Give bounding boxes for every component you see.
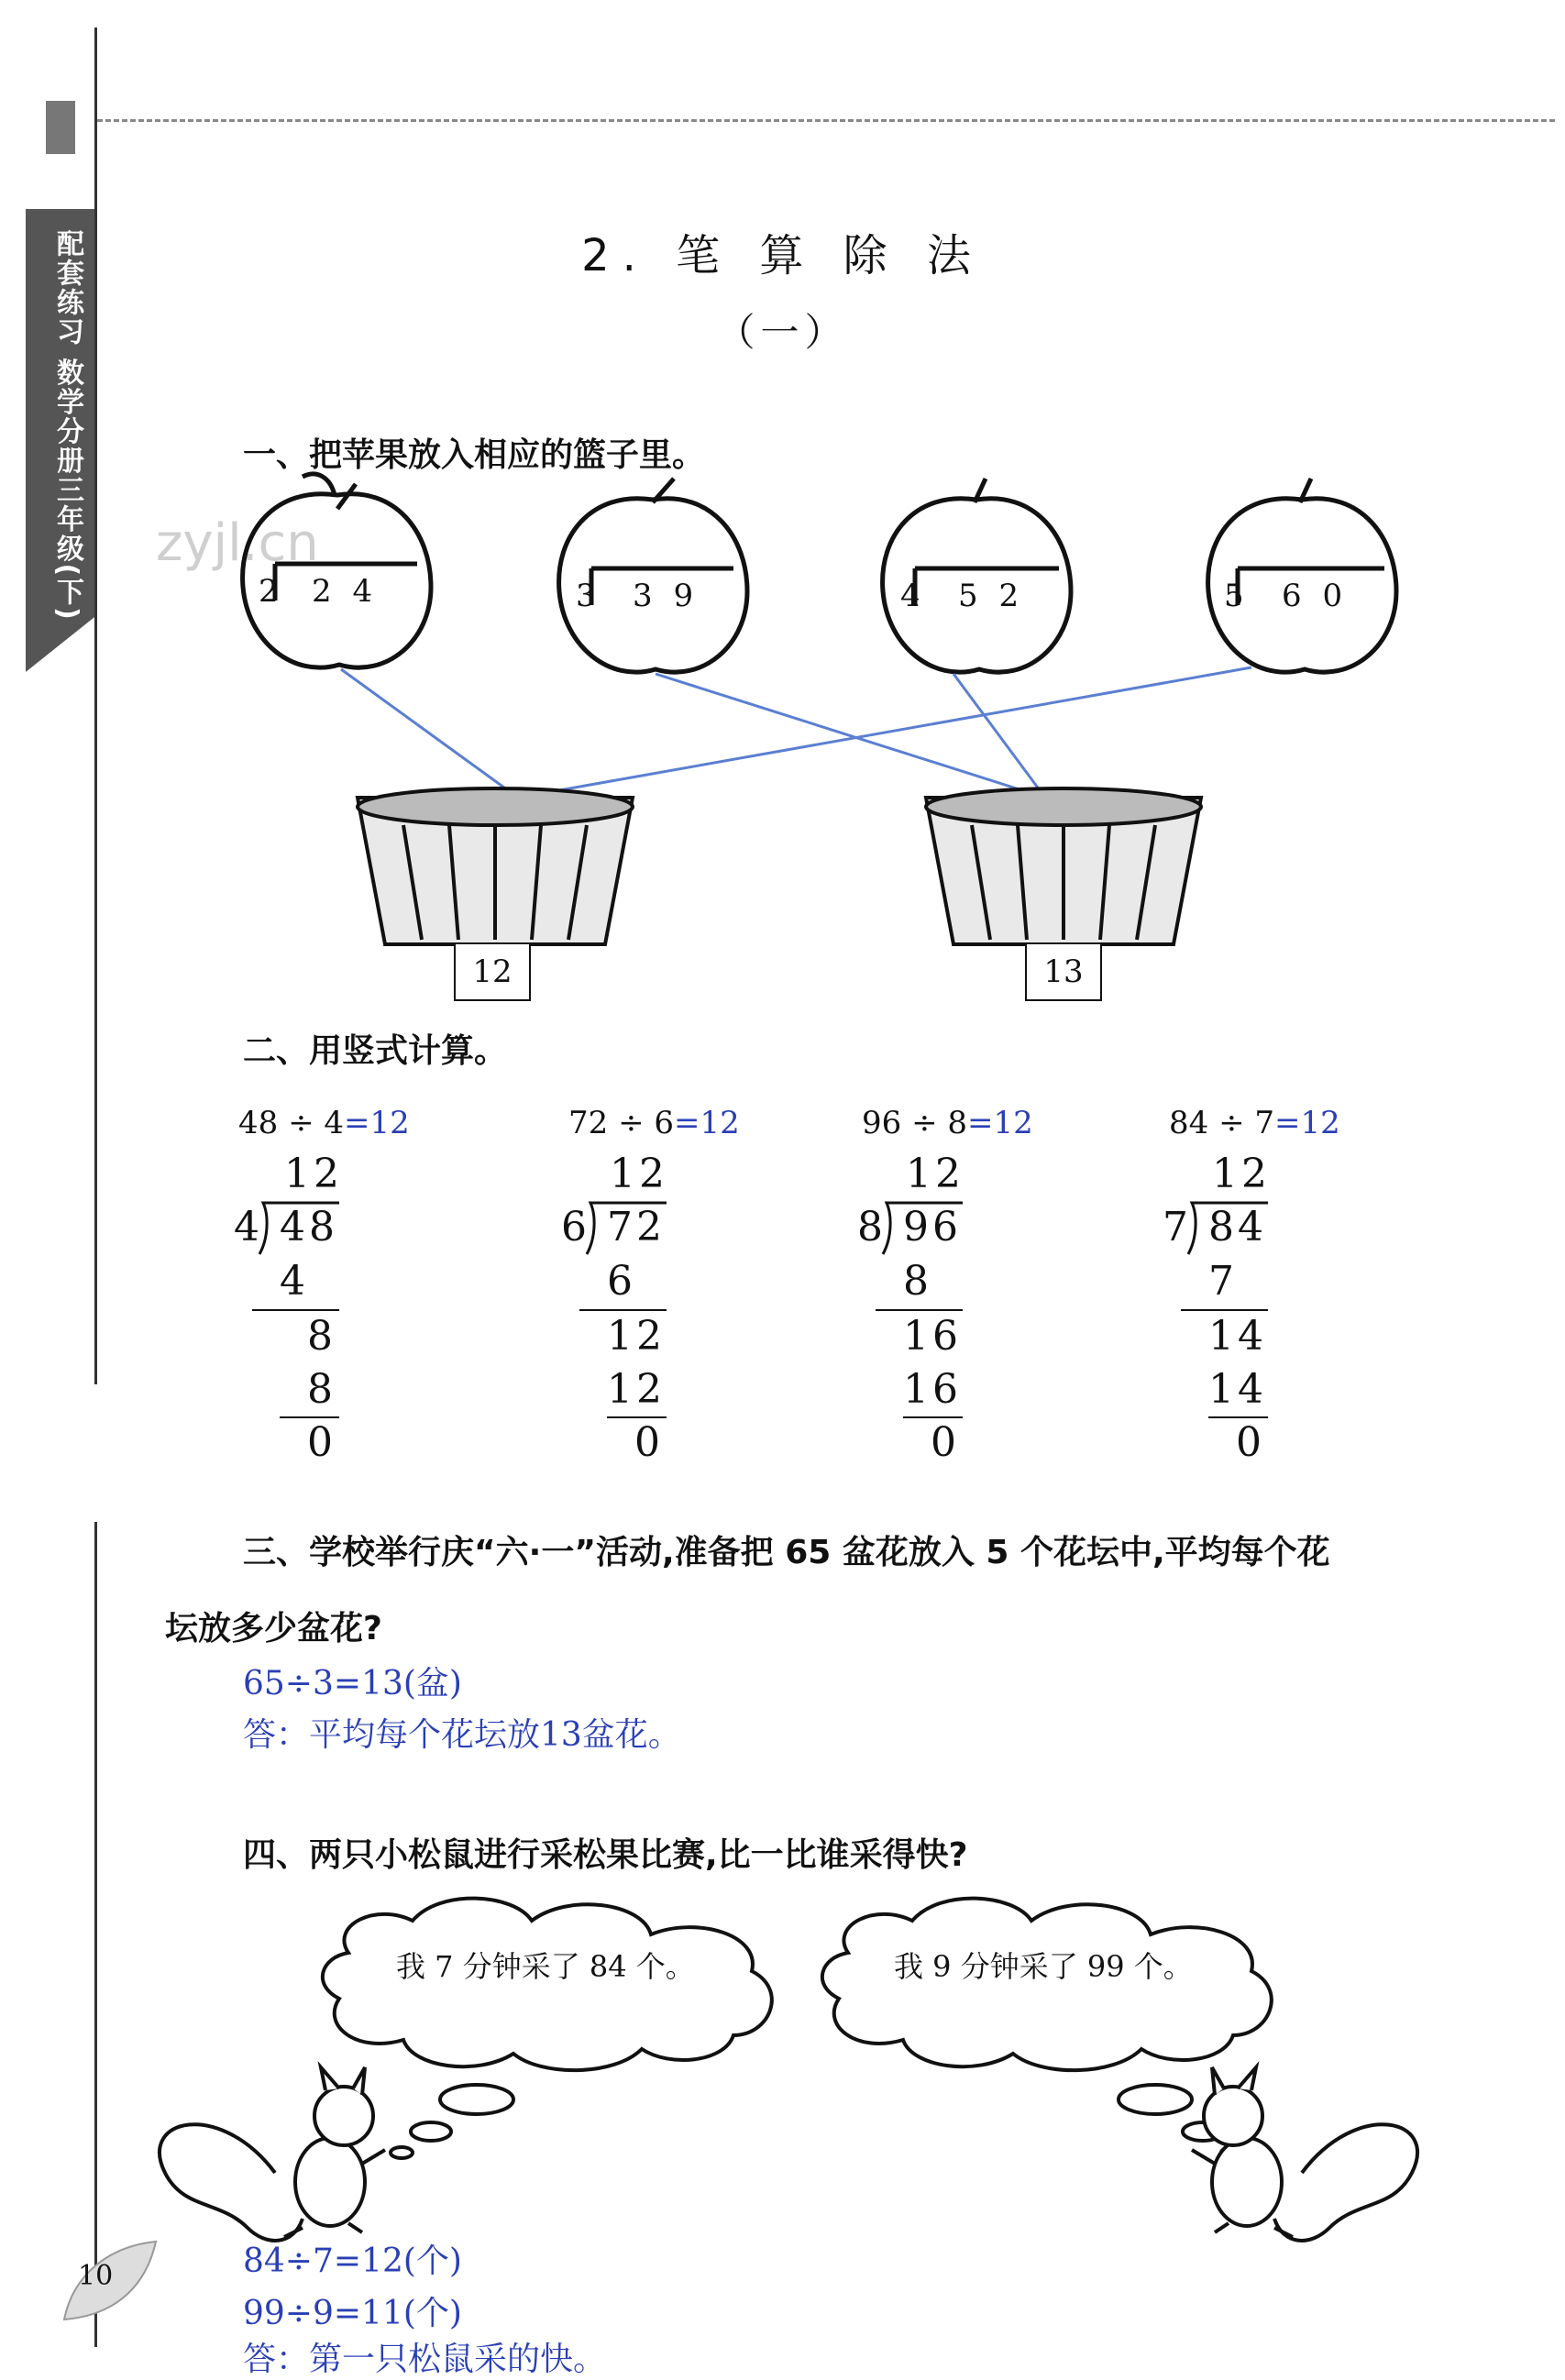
problem-3-dividend: 96 [903, 1204, 962, 1251]
problem-4-rule-2 [1208, 1416, 1268, 1418]
problem-1-rule-2 [280, 1416, 339, 1418]
q4-answer-3: 答：第一只松鼠采的快。 [243, 2341, 607, 2378]
q3-answer-1: 65÷3=13(盆) [243, 1665, 462, 1702]
q4-heading: 四、两只小松鼠进行采松果比赛,比一比谁采得快? [243, 1836, 968, 1874]
q4-answer-2: 99÷9=11(个) [243, 2295, 462, 2332]
problem-4-rem2: 0 [1236, 1419, 1265, 1466]
problem-3-rule-2 [903, 1416, 963, 1418]
page-number: 10 [78, 2260, 114, 2292]
problem-4-rem1: 14 [1208, 1313, 1267, 1360]
answer-lines [341, 667, 1251, 798]
apple-2-divisor: 3 [576, 578, 601, 614]
q1-heading: 一、把苹果放入相应的篮子里。 [243, 436, 706, 474]
problem-3-step1: 8 [903, 1258, 932, 1305]
problem-4-step1: 7 [1208, 1258, 1238, 1305]
q4-illustration [0, 1870, 1565, 2255]
apple-4-dividend: 6 0 [1282, 578, 1349, 614]
thought-cloud-1 [323, 1899, 772, 2158]
problem-2-divisor: 6 [561, 1204, 590, 1251]
problem-1-rem1: 8 [307, 1313, 336, 1360]
problem-1-rule-1 [252, 1309, 339, 1311]
answer-line-1 [341, 669, 518, 798]
apple-3-dividend: 5 2 [958, 578, 1025, 614]
problem-2-rem2: 0 [634, 1419, 664, 1466]
watermark: zyjl.cn [156, 513, 319, 573]
apple-4-shape [1208, 479, 1396, 672]
problem-2-rule-1 [579, 1309, 667, 1311]
problem-2-step1: 6 [607, 1258, 636, 1305]
problem-4-rule-1 [1181, 1309, 1268, 1311]
problem-2-step2: 12 [607, 1366, 666, 1413]
apple-2-dividend: 3 9 [633, 578, 700, 614]
problem-4-expression: 84 ÷ 7=12 [1169, 1105, 1340, 1141]
q4-answer-1: 84÷7=12(个) [243, 2242, 462, 2280]
answer-line-3 [953, 674, 1045, 798]
problem-1-divisor: 4 [234, 1204, 263, 1251]
apple-4-divisor: 5 [1224, 578, 1250, 614]
problem-2-dividend: 72 [607, 1204, 666, 1251]
problem-3-rem1: 16 [903, 1313, 962, 1360]
q3-answer-2: 答：平均每个花坛放13盆花。 [243, 1716, 681, 1754]
problem-1-step2: 8 [307, 1366, 336, 1413]
cloud-2-text: 我 9 分钟采了 99 个。 [894, 1949, 1193, 1984]
problem-1-step1: 4 [280, 1258, 309, 1305]
squirrel-2-shape [1192, 2067, 1417, 2241]
apple-1-dividend: 2 4 [312, 573, 379, 610]
q3-line-1: 三、学校举行庆“六·一”活动,准备把 65 盆花放入 5 个花坛中,平均每个花 [243, 1534, 1330, 1571]
q3-line-2: 坛放多少盆花? [165, 1610, 382, 1647]
apple-1-divisor: 2 [259, 573, 284, 610]
basket-2-label: 13 [1025, 942, 1102, 1001]
problem-2-quotient: 12 [610, 1151, 668, 1197]
squirrel-1-shape [160, 2067, 385, 2241]
apple-3-divisor: 4 [900, 578, 926, 614]
page-title: 2. 笔 算 除 法 [581, 230, 984, 281]
problem-3-rem2: 0 [931, 1419, 960, 1466]
answer-line-4 [518, 667, 1251, 798]
problem-3-rule-1 [876, 1309, 963, 1311]
apple-2-shape [559, 479, 747, 672]
problem-2-expression: 72 ÷ 6=12 [568, 1105, 740, 1141]
answer-line-2 [656, 674, 1045, 798]
problem-2-rem1: 12 [607, 1313, 666, 1360]
problem-3-expression: 96 ÷ 8=12 [862, 1105, 1033, 1141]
problem-4-dividend: 84 [1208, 1204, 1267, 1251]
problem-1-dividend: 48 [280, 1204, 338, 1251]
problem-4-quotient: 12 [1212, 1151, 1271, 1197]
basket-1-shape [358, 788, 633, 944]
page-subtitle: （一） [716, 310, 849, 355]
basket-2-shape [926, 788, 1201, 944]
q2-heading: 二、用竖式计算。 [243, 1032, 508, 1070]
apple-1-shape [243, 474, 431, 667]
problem-3-quotient: 12 [906, 1151, 964, 1197]
problem-4-step2: 14 [1208, 1366, 1267, 1413]
q1-illustration [0, 0, 1565, 1027]
problem-3-step2: 16 [903, 1366, 962, 1413]
sidebar-text: 配套练习 数学分册三年级(下) [51, 229, 83, 622]
apple-3-shape [883, 479, 1071, 672]
problem-1-expression: 48 ÷ 4=12 [238, 1105, 410, 1141]
basket-1-label: 12 [454, 942, 531, 1001]
problem-1-rem2: 0 [307, 1419, 336, 1466]
problem-1-quotient: 12 [284, 1151, 343, 1197]
problem-4-divisor: 7 [1163, 1204, 1192, 1251]
problem-3-divisor: 8 [857, 1204, 887, 1251]
problem-2-rule-2 [607, 1416, 667, 1418]
cloud-1-text: 我 7 分钟采了 84 个。 [396, 1949, 695, 1984]
